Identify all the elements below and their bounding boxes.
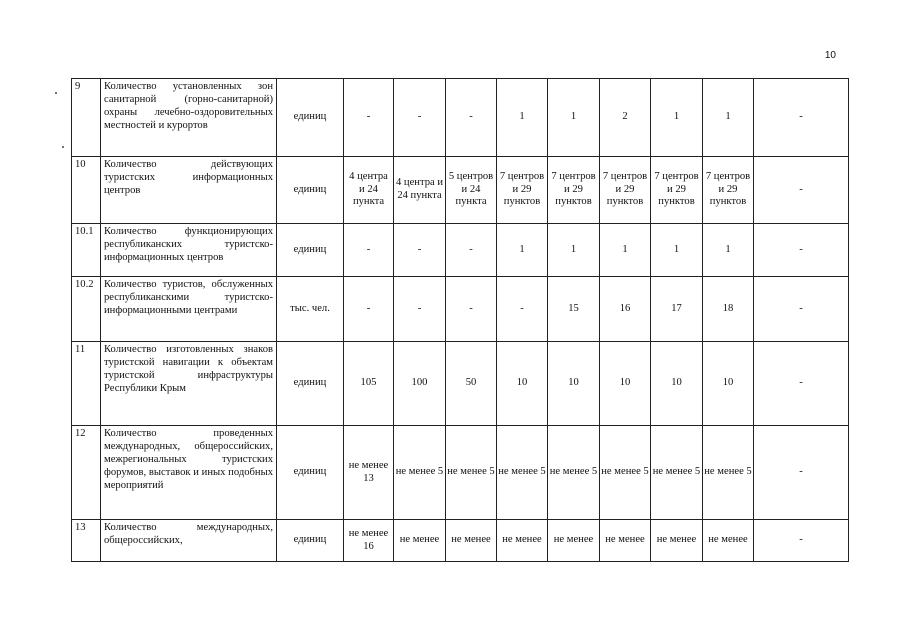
value-cell: не менее 5 [703,426,754,520]
value-cell: - [344,277,394,342]
value-cell: 10 [548,342,600,426]
value-cell: 10 [651,342,703,426]
indicator-description: Количество международных, общероссийских, [101,520,277,562]
table-row [72,520,849,562]
value-cell: - [446,224,497,277]
value-cell: - [446,79,497,157]
value-cell: - [497,277,548,342]
value-cell: не менее 5 [600,426,651,520]
value-cell: не менее 5 [651,426,703,520]
unit-cell: тыс. чел. [277,277,344,342]
value-cell: - [394,277,446,342]
unit-cell: единиц [277,224,344,277]
row-number: 13 [72,520,101,562]
unit-cell: единиц [277,342,344,426]
value-cell: 105 [344,342,394,426]
unit-cell: единиц [277,426,344,520]
value-cell: 4 центра и 24 пункта [344,157,394,224]
value-cell: 17 [651,277,703,342]
value-cell: не менее 5 [497,426,548,520]
value-cell: 10 [600,342,651,426]
page-number: 10 [824,50,836,61]
table-row [72,426,849,520]
unit-cell: единиц [277,79,344,157]
scan-speck [62,146,64,148]
value-cell: 1 [651,79,703,157]
value-cell: 7 центров и 29 пунктов [497,157,548,224]
last-column-cell: - [754,426,849,520]
value-cell: - [394,79,446,157]
value-cell: 1 [703,79,754,157]
value-cell: 10 [703,342,754,426]
row-number: 10 [72,157,101,224]
indicator-description: Количество установленных зон санитарной (горно-санитарной) охраны лечебно-оздоровительных местностей и курортов [101,79,277,157]
row-number: 12 [72,426,101,520]
value-cell: 5 центров и 24 пункта [446,157,497,224]
value-cell: не менее [548,520,600,562]
row-number: 10.1 [72,224,101,277]
value-cell: 100 [394,342,446,426]
indicator-description: Количество проведенных международных, общероссийских, межрегиональных туристских форумов, выставок и иных подобных мероприятий [101,426,277,520]
value-cell: 4 центра и 24 пункта [394,157,446,224]
indicator-description: Количество туристов, обслуженных республиканскими туристско-информационными центрами [101,277,277,342]
scan-speck [55,92,57,94]
value-cell: не менее [703,520,754,562]
value-cell: не менее [651,520,703,562]
value-cell: не менее [600,520,651,562]
indicator-description: Количество действующих туристских информационных центров [101,157,277,224]
last-column-cell: - [754,277,849,342]
value-cell: 15 [548,277,600,342]
indicator-description: Количество изготовленных знаков туристской навигации к объектам туристской инфраструктуры Республики Крым [101,342,277,426]
row-number: 10.2 [72,277,101,342]
value-cell: 18 [703,277,754,342]
last-column-cell: - [754,520,849,562]
table-row [72,277,849,342]
value-cell: 7 центров и 29 пунктов [703,157,754,224]
table-row [72,342,849,426]
last-column-cell: - [754,79,849,157]
value-cell: 16 [600,277,651,342]
value-cell: не менее 5 [548,426,600,520]
value-cell: не менее [446,520,497,562]
value-cell: 1 [703,224,754,277]
value-cell: 1 [497,224,548,277]
row-number: 11 [72,342,101,426]
value-cell: 1 [600,224,651,277]
last-column-cell: - [754,342,849,426]
table-row [72,157,849,224]
value-cell: не менее 13 [344,426,394,520]
value-cell: 10 [497,342,548,426]
indicator-description: Количество функционирующих республиканских туристско-информационных центров [101,224,277,277]
last-column-cell: - [754,224,849,277]
value-cell: не менее 5 [394,426,446,520]
value-cell: 50 [446,342,497,426]
indicators-table [71,78,849,562]
unit-cell: единиц [277,520,344,562]
value-cell: 7 центров и 29 пунктов [600,157,651,224]
row-number: 9 [72,79,101,157]
value-cell: 1 [497,79,548,157]
value-cell: - [344,224,394,277]
value-cell: 1 [548,79,600,157]
value-cell: не менее 5 [446,426,497,520]
table-row [72,224,849,277]
last-column-cell: - [754,157,849,224]
value-cell: не менее 16 [344,520,394,562]
table-row [72,79,849,157]
value-cell: - [394,224,446,277]
value-cell: 1 [548,224,600,277]
value-cell: не менее [497,520,548,562]
value-cell: 7 центров и 29 пунктов [651,157,703,224]
value-cell: - [446,277,497,342]
unit-cell: единиц [277,157,344,224]
value-cell: 1 [651,224,703,277]
value-cell: 2 [600,79,651,157]
value-cell: не менее [394,520,446,562]
value-cell: 7 центров и 29 пунктов [548,157,600,224]
value-cell: - [344,79,394,157]
